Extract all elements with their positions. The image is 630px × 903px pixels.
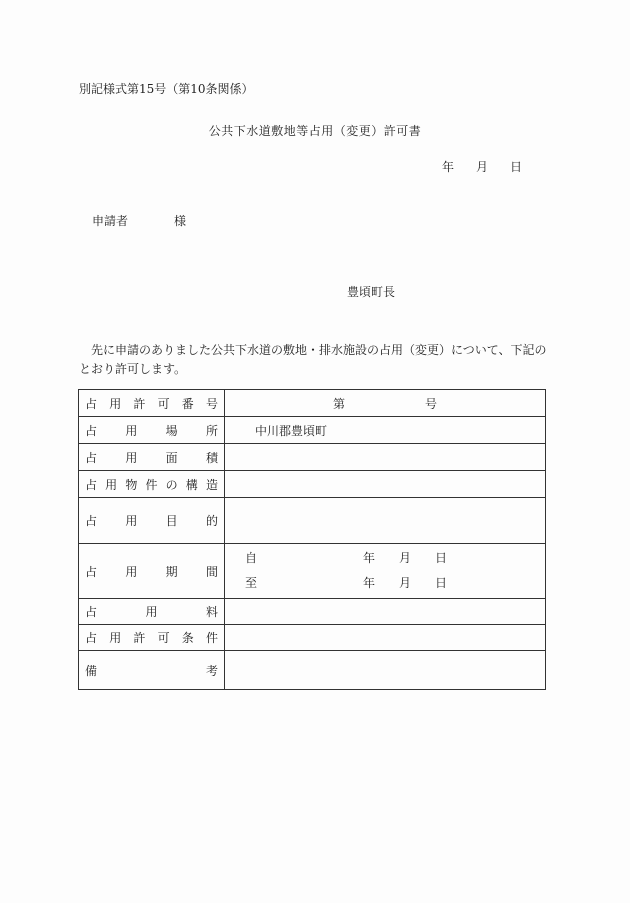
period-day: 日 xyxy=(435,576,448,590)
remarks-value xyxy=(225,651,546,690)
period-year: 年 xyxy=(363,576,376,590)
period-day: 日 xyxy=(435,551,448,565)
body-text: 先に申請のありました公共下水道の敷地・排水施設の占用（変更）について、下記のとおり許可します。 xyxy=(79,343,547,376)
label-fee: 占 用 料 xyxy=(85,605,218,619)
label-purpose: 占 用 目 的 xyxy=(85,514,218,528)
row-area xyxy=(79,444,546,471)
document-title: 公共下水道敷地等占用（変更）許可書 xyxy=(208,124,422,138)
purpose-value xyxy=(225,498,546,544)
row-permit-number xyxy=(79,390,546,417)
row-conditions xyxy=(79,625,546,651)
number-prefix: 第 xyxy=(332,396,345,411)
label-area: 占 用 面 積 xyxy=(85,450,218,465)
applicant-honorific: 様 xyxy=(174,214,187,228)
issuer-name: 豊頃町長 xyxy=(347,285,396,299)
row-location xyxy=(79,417,546,444)
applicant-line xyxy=(92,212,186,229)
permit-table xyxy=(78,389,546,690)
label-cell xyxy=(79,390,225,417)
label-cell xyxy=(79,444,225,471)
label-cell xyxy=(79,599,225,625)
period-year: 年 xyxy=(363,551,376,565)
label-conditions: 占 用 許 可 条 件 xyxy=(85,631,218,645)
fee-value xyxy=(225,599,546,625)
period-from xyxy=(225,546,545,571)
form-number: 別記様式第15号（第10条関係） xyxy=(79,82,254,96)
value-cell xyxy=(225,390,546,417)
date-line xyxy=(442,158,522,175)
period-to xyxy=(225,571,545,596)
period-from-label: 自 xyxy=(245,551,258,565)
date-month: 月 xyxy=(476,160,489,174)
period-value xyxy=(225,544,546,599)
label-cell xyxy=(79,651,225,690)
label-cell xyxy=(79,625,225,651)
location-value: 中川郡豊頃町 xyxy=(225,417,546,444)
period-to-label: 至 xyxy=(245,576,258,590)
label-cell xyxy=(79,417,225,444)
row-period xyxy=(79,544,546,599)
applicant-label: 申請者 xyxy=(92,214,129,228)
date-day: 日 xyxy=(510,160,523,174)
area-value xyxy=(225,444,546,471)
label-permit-number: 占 用 許 可 番 号 xyxy=(85,396,218,411)
period-month: 月 xyxy=(399,551,412,565)
label-cell xyxy=(79,471,225,498)
label-structure: 占 用 物 件 の 構 造 xyxy=(85,477,218,492)
label-cell xyxy=(79,498,225,544)
label-remarks: 備 考 xyxy=(85,663,218,678)
number-suffix: 号 xyxy=(425,396,438,411)
row-structure xyxy=(79,471,546,498)
label-location: 占 用 場 所 xyxy=(85,423,218,438)
date-year: 年 xyxy=(442,160,455,174)
row-remarks xyxy=(79,651,546,690)
period-month: 月 xyxy=(399,576,412,590)
structure-value xyxy=(225,471,546,498)
label-period: 占 用 期 間 xyxy=(85,564,218,579)
conditions-value xyxy=(225,625,546,651)
label-cell xyxy=(79,544,225,599)
row-purpose xyxy=(79,498,546,544)
row-fee xyxy=(79,599,546,625)
